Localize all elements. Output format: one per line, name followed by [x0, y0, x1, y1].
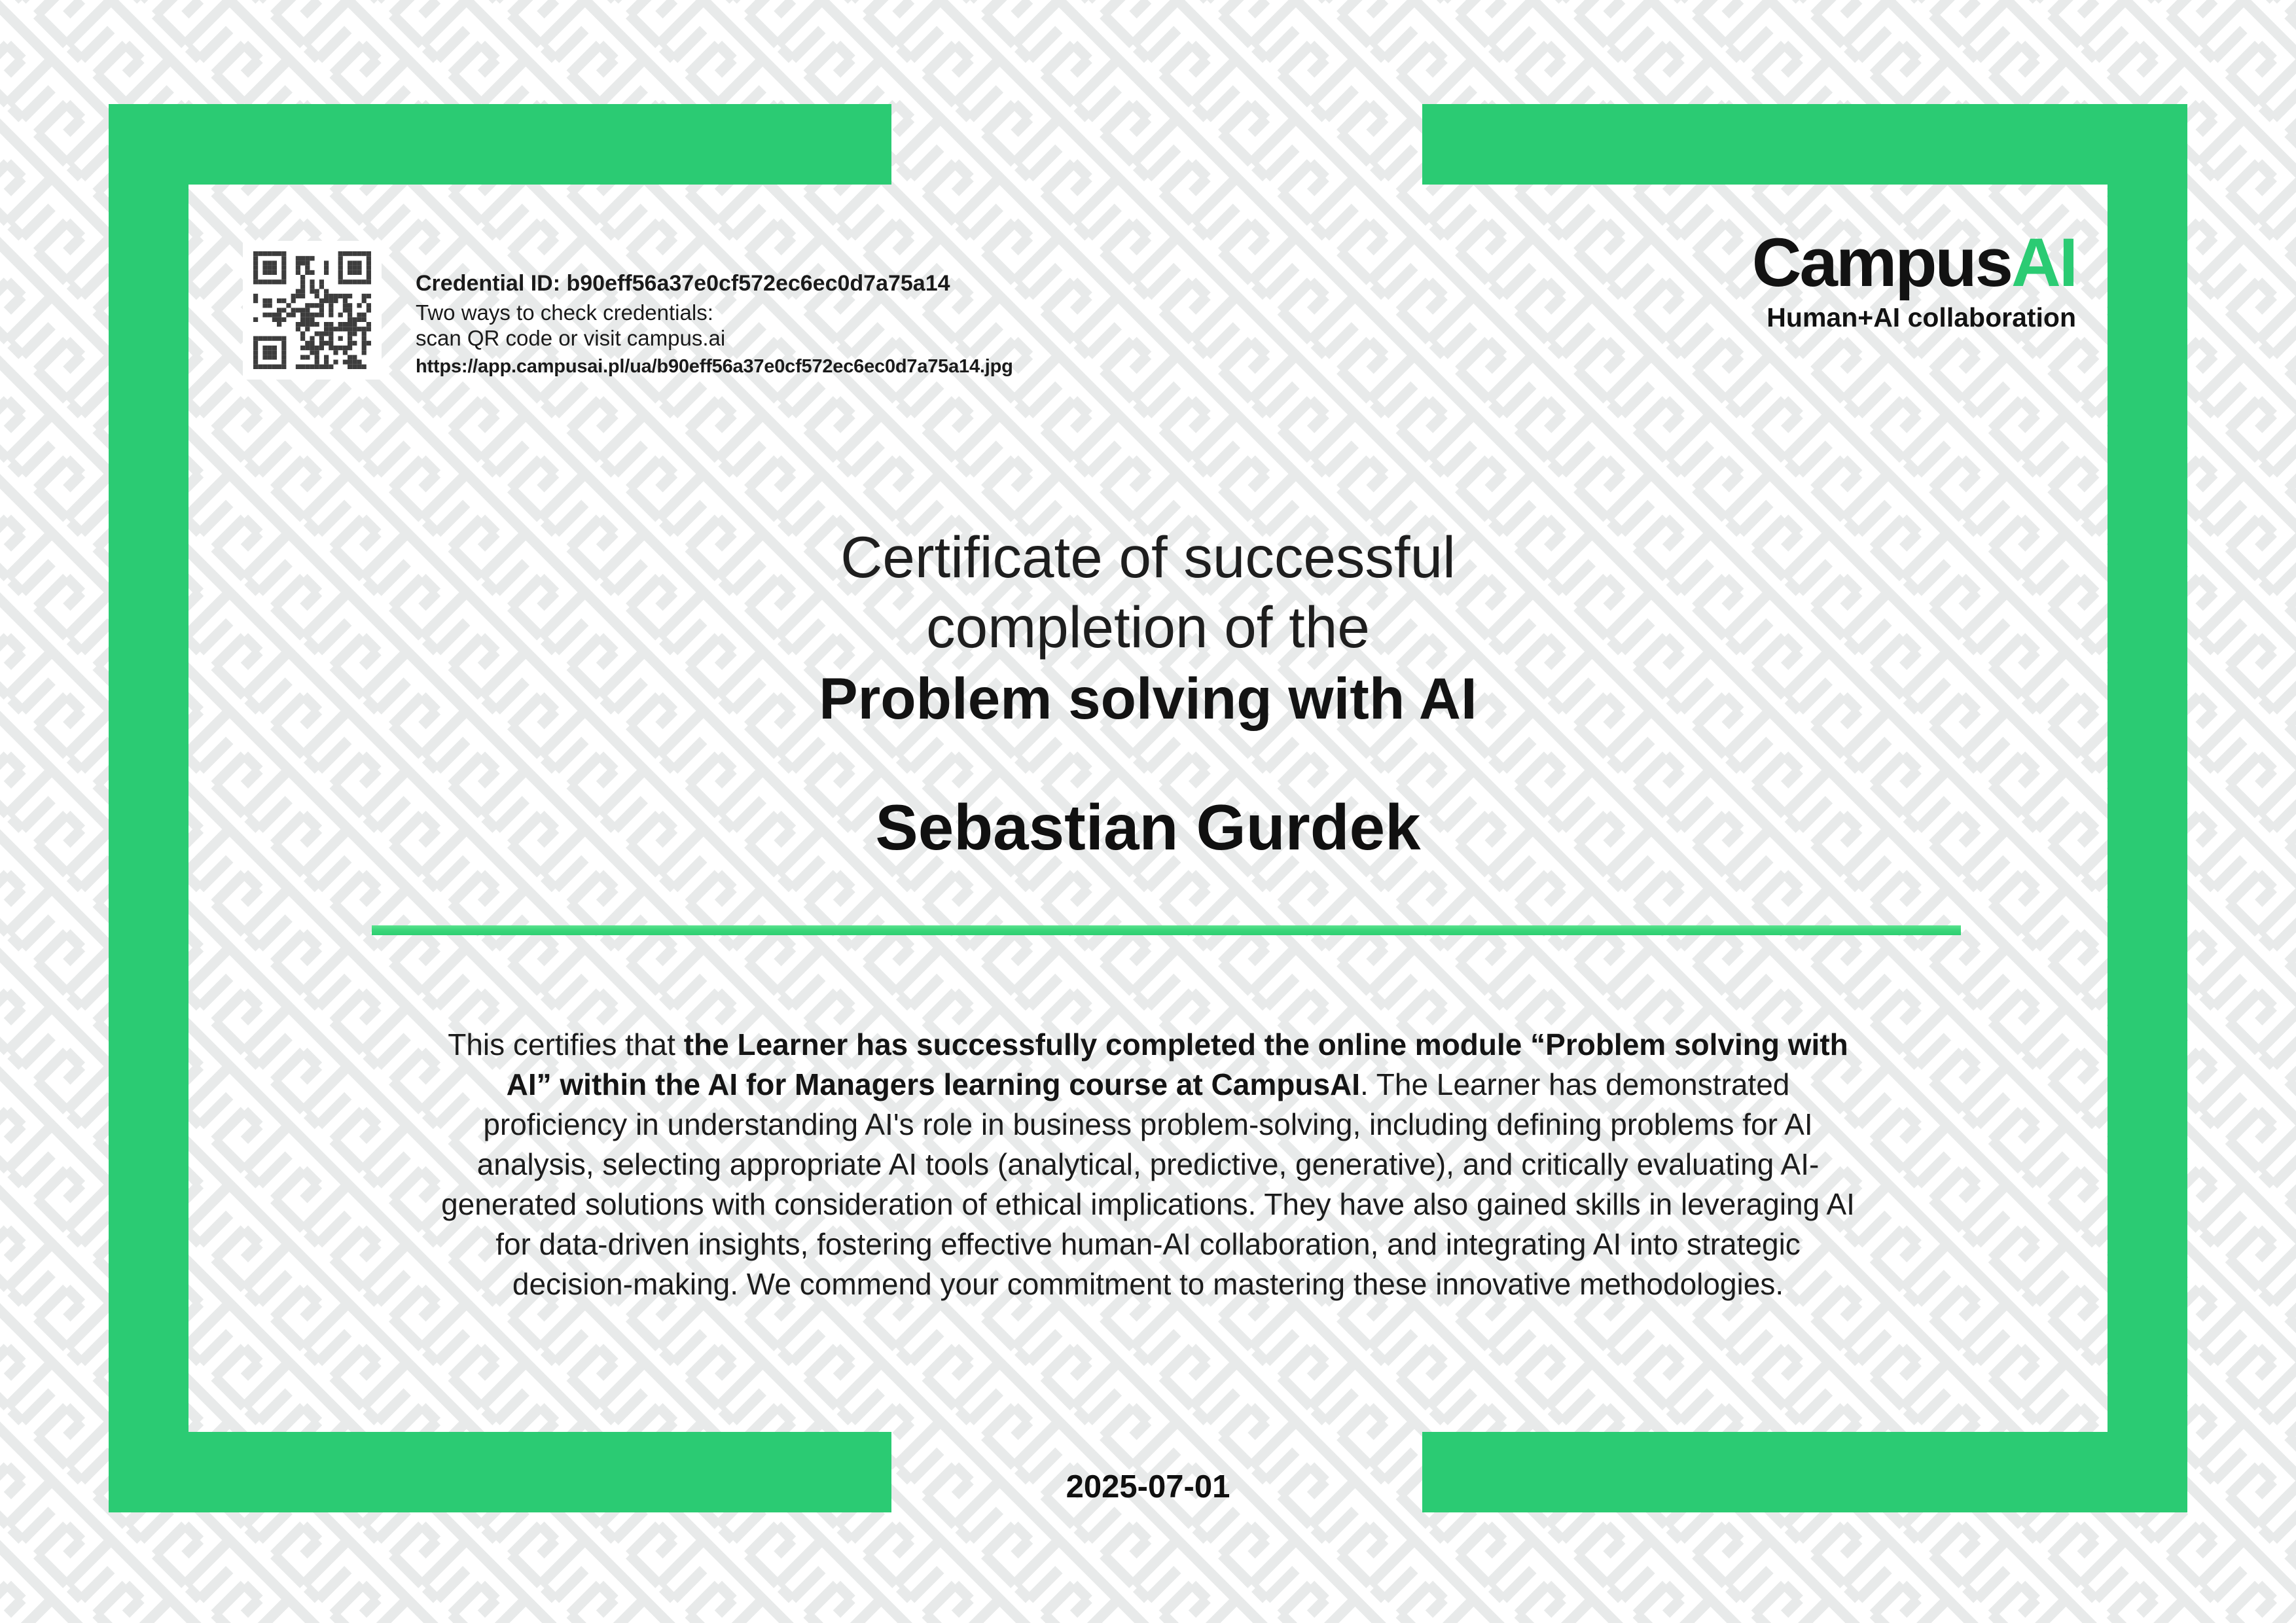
module-name: Problem solving with AI — [819, 666, 1477, 731]
qr-code-icon — [243, 241, 382, 380]
credential-check-line2: scan QR code or visit campus.ai — [416, 326, 726, 350]
recipient-name: Sebastian Gurdek — [875, 791, 1421, 863]
credential-id: Credential ID: b90eff56a37e0cf572ec6ec0d7a75a14 — [416, 271, 950, 296]
body-bold: the Learner has successfully completed the online module “Problem solving with AI” within the AI for Managers learning course at CampusAI — [506, 1027, 1848, 1101]
body-prefix: This certifies that — [448, 1027, 684, 1061]
issue-date: 2025-07-01 — [1066, 1469, 1230, 1505]
credential-block — [416, 271, 1013, 380]
divider-line — [372, 925, 1961, 935]
logo-tagline: Human+AI collaboration — [1767, 302, 2076, 332]
title-line2: completion of the — [926, 594, 1370, 660]
campusai-logo — [1751, 224, 2076, 333]
body-rest: . The Learner has demonstrated proficiency in understanding AI's role in business problem-solving, including defining problems for AI analysis, selecting appropriate AI tools (analytical, predictive, generative), and critically evaluating AI-generated solutions with consideration of ethical implications. They have also gained skills in leveraging AI for data-driven insights, fostering effective human-AI collaboration, and integrating AI into strategic decision-making. We commend your commitment to mastering these innovative methodologies. — [441, 1067, 1855, 1301]
credential-check-line1: Two ways to check credentials: — [416, 300, 713, 325]
brand-campus: Campus — [1751, 224, 2011, 301]
certificate-title — [0, 522, 2296, 734]
brand-ai: AI — [2011, 224, 2076, 301]
credential-url: https://app.campusai.pl/ua/b90eff56a37e0cf572ec6ec0d7a75a14.jpg — [416, 356, 1013, 377]
certificate-body — [435, 1025, 1861, 1304]
frame-bracket-right-top-stub — [1422, 104, 2187, 185]
frame-bracket-left-top-stub — [109, 104, 891, 185]
campusai-wordmark — [1751, 224, 2076, 301]
title-line1: Certificate of successful — [840, 524, 1456, 590]
